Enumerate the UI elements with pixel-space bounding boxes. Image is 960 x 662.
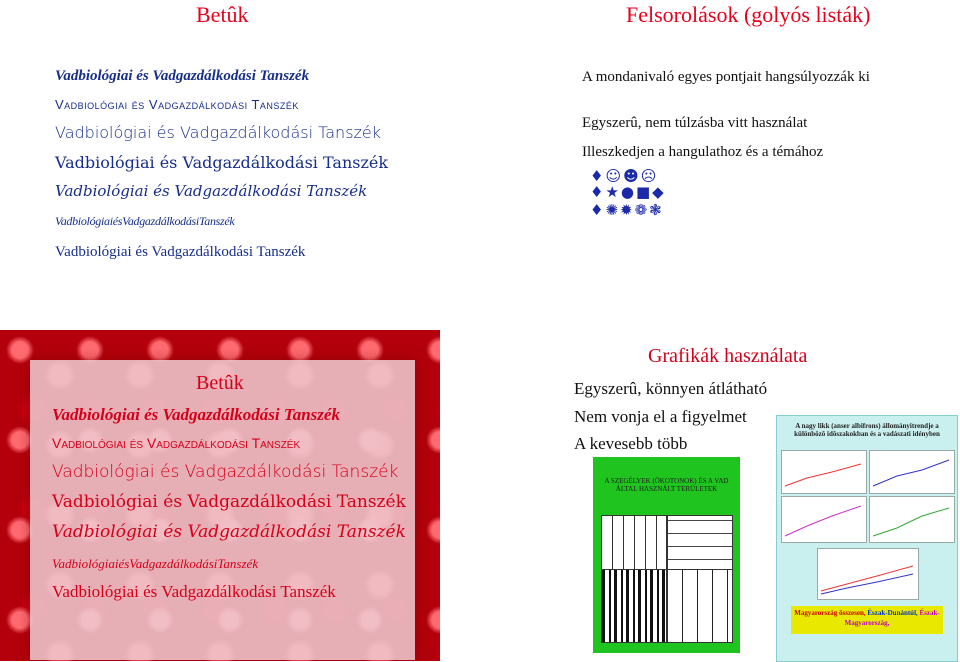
trend-line-5 [821,566,913,591]
font-sample-2: Vadbiológiai és Vadgazdálkodási Tanszék [55,97,299,112]
slide4-item-1: Egyszerû, könnyen átlátható [574,379,768,398]
ecotone-figure [593,457,740,653]
slide4-item-3: A kevesebb több [574,434,688,453]
slide3-title: Betûk [196,372,244,394]
slide3-sample-1: Vadbiológiai és Vadgazdálkodási Tanszék [52,405,340,424]
bullet-item-1: A mondanivaló egyes pontjait hangsúlyozzák ki [582,69,870,85]
footer-hungary: Magyarország összesen, [794,609,866,617]
font-sample-1: Vadbiológiai és Vadgazdálkodási Tanszék [55,68,310,84]
symbol-row-1: ♦☺☻☹ [590,167,659,185]
pattern-panel-3 [601,569,667,643]
population-trend-title: A nagy likk (anser albifrons) állományitrendje a különbözõ idõszakokban és a vadászati idényben [794,422,940,438]
bullet-item-3: Illeszkedjen a hangulathoz és a témához [582,144,824,160]
slide4-item-2: Nem vonja el a figyelmet [574,407,747,426]
font-sample-4: Vadbiológiai és Vadgazdálkodási Tanszék [55,153,389,172]
footer-north-hungary: Észak-Magyarország, [844,609,940,627]
slide3-sample-2: Vadbiológiai és Vadgazdálkodási Tanszék [52,435,301,451]
symbol-row-2: ♦★●■◆ [590,183,666,201]
font-sample-7: Vadbiológiai és Vadgazdálkodási Tanszék [55,244,306,260]
slide1-title: Betûk [196,2,249,27]
trend-line-2 [873,460,949,486]
slide2-title: Felsorolások (golyós listák) [626,2,871,27]
trend-line-4 [873,508,949,536]
slide3-sample-7: Vadbiológiai és Vadgazdálkodási Tanszék [52,582,336,601]
trend-line-6 [821,574,913,594]
slide3-sample-5: Vadbiológiai és Vadgazdálkodási Tanszék [52,522,406,542]
slide3-sample-6: VadbiológiaiésVadgazdálkodásiTanszék [52,556,259,571]
ecotone-figure-label: A SZEGÉLYEK (ÖKOTONOK) ÉS A VAD ÁLTAL HASZNÁLT TERÜLETEK [604,477,729,493]
font-sample-3: Vadbiológiai és Vadgazdálkodási Tanszék [55,123,382,142]
trend-line-3 [785,506,861,536]
trend-line-1 [785,464,861,486]
population-trend-footer [791,606,943,634]
slide3-sample-4: Vadbiológiai és Vadgazdálkodási Tanszék [52,492,406,512]
font-sample-6: VadbiológiaiésVadgazdálkodásiTanszék [55,214,235,228]
pattern-panel-4 [667,569,733,643]
bullet-item-2: Egyszerû, nem túlzásba vitt használat [582,115,808,131]
trend-lines [777,416,957,606]
slide3-sample-3: Vadbiológiai és Vadgazdálkodási Tanszék [52,462,399,482]
population-trend-figure [776,415,958,662]
symbol-row-3: ♦✺✹❁❃ [590,201,664,219]
slide4-title: Grafikák használata [648,345,808,367]
footer-north-transdanubia: Észak-Dunántúl, [867,609,918,617]
font-sample-5: Vadbiológiai és Vadgazdálkodási Tanszék [55,182,368,200]
